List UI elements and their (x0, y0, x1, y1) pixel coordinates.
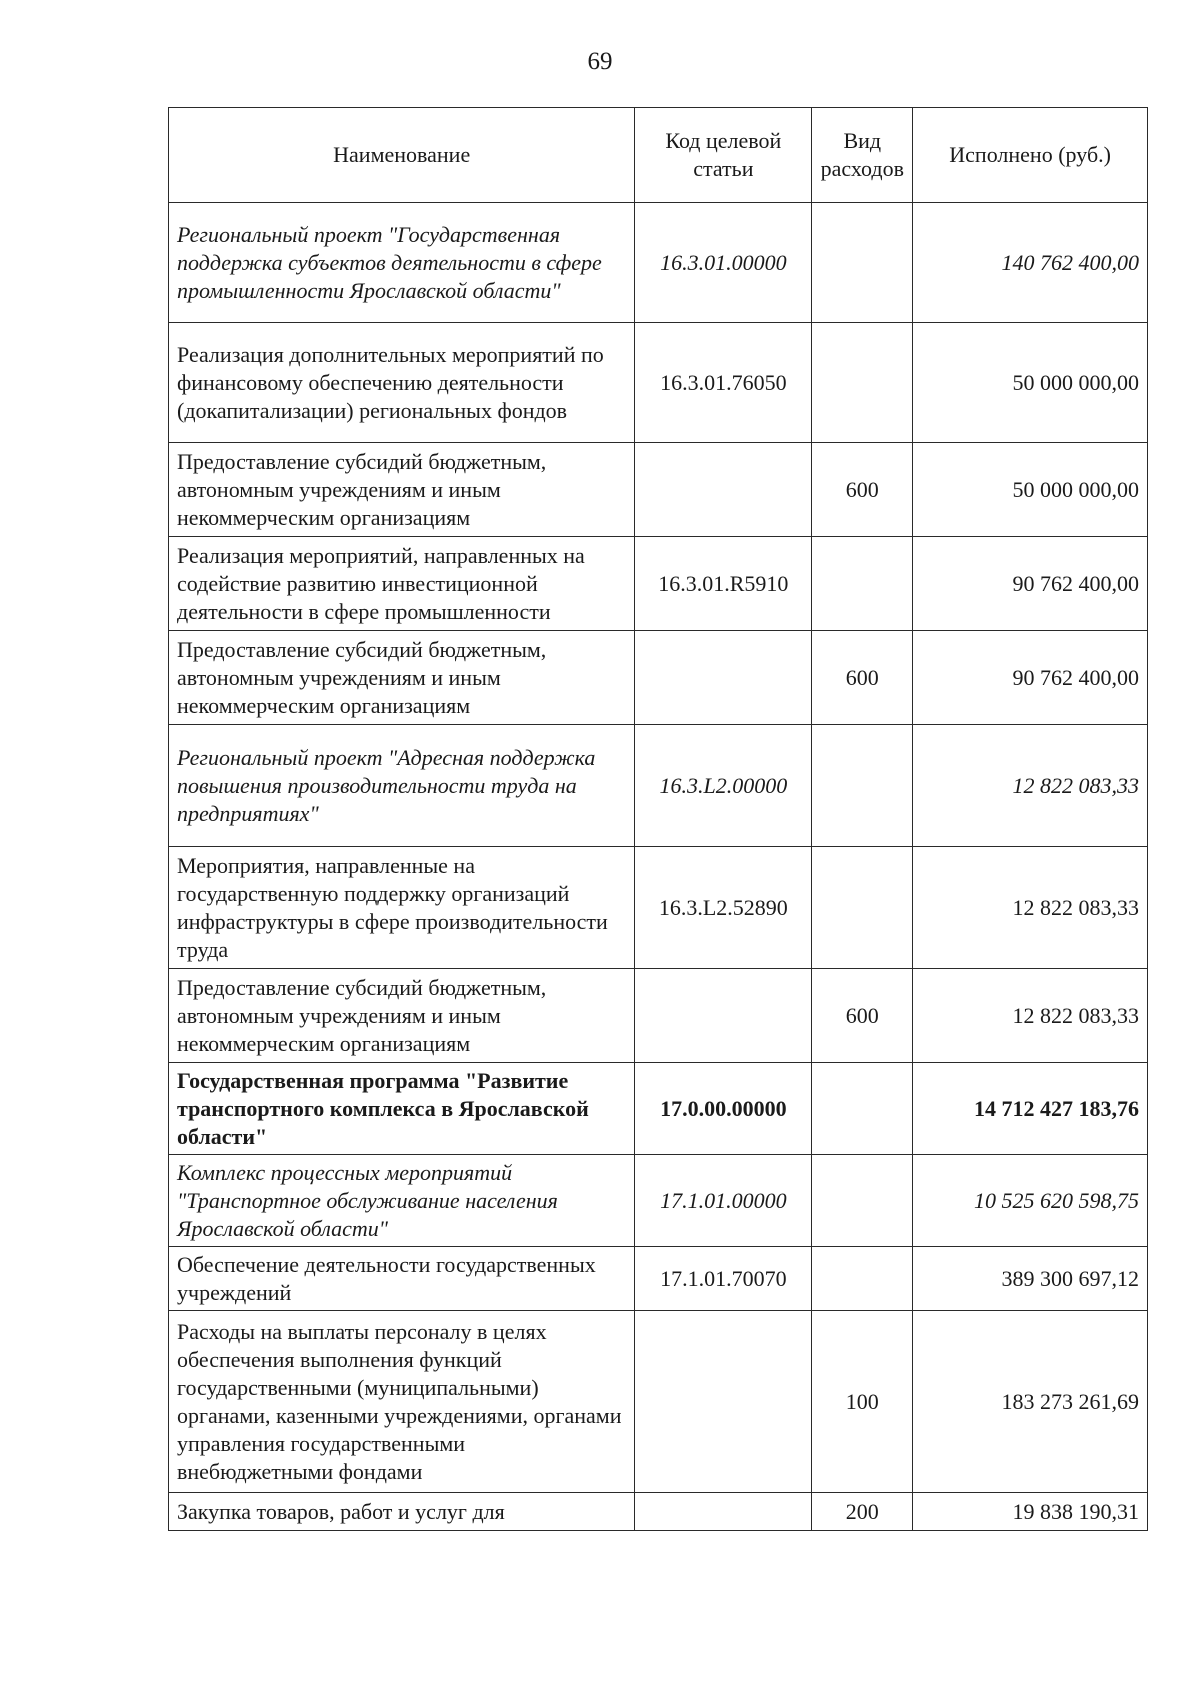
row-sum-cell: 12 822 083,33 (913, 847, 1148, 969)
row-kind-cell (812, 1063, 913, 1155)
row-name-cell: Предоставление субсидий бюджетным, автономным учреждениям и иным некоммерческим организациям (169, 969, 635, 1063)
row-name-cell: Обеспечение деятельности государственных учреждений (169, 1247, 635, 1311)
row-name-cell: Реализация дополнительных мероприятий по финансовому обеспечению деятельности (докапитализации) региональных фондов (169, 323, 635, 443)
row-kind-cell: 600 (812, 969, 913, 1063)
row-kind-cell: 200 (812, 1493, 913, 1531)
row-kind-cell (812, 323, 913, 443)
row-sum-cell: 389 300 697,12 (913, 1247, 1148, 1311)
table-row (169, 1063, 1148, 1155)
header-name: Наименование (169, 108, 635, 203)
header-kind: Вид расходов (812, 108, 913, 203)
row-name-cell: Региональный проект "Адресная поддержка повышения производительности труда на предприятиях" (169, 725, 635, 847)
row-sum-cell: 12 822 083,33 (913, 725, 1148, 847)
row-code-cell: 17.0.00.00000 (635, 1063, 812, 1155)
row-sum-cell: 50 000 000,00 (913, 443, 1148, 537)
row-code-cell (635, 631, 812, 725)
row-code-cell: 16.3.01.00000 (635, 203, 812, 323)
row-sum-cell: 90 762 400,00 (913, 631, 1148, 725)
row-code-cell (635, 443, 812, 537)
row-sum-cell: 90 762 400,00 (913, 537, 1148, 631)
row-kind-cell: 100 (812, 1311, 913, 1493)
row-name-cell: Реализация мероприятий, направленных на содействие развитию инвестиционной деятельности в сфере промышленности (169, 537, 635, 631)
table-row (169, 443, 1148, 537)
row-name-cell: Закупка товаров, работ и услуг для (169, 1493, 635, 1531)
header-code: Код целевой статьи (635, 108, 812, 203)
row-code-cell: 16.3.01.R5910 (635, 537, 812, 631)
row-kind-cell: 600 (812, 443, 913, 537)
row-sum-cell: 183 273 261,69 (913, 1311, 1148, 1493)
row-sum-cell: 10 525 620 598,75 (913, 1155, 1148, 1247)
row-kind-cell (812, 537, 913, 631)
row-code-cell: 17.1.01.00000 (635, 1155, 812, 1247)
row-name-cell: Расходы на выплаты персоналу в целях обеспечения выполнения функций государственными (муниципальными) органами, казенными учреждениями, органами управления государственными внебюджетными фондами (169, 1311, 635, 1493)
row-sum-cell: 12 822 083,33 (913, 969, 1148, 1063)
row-name-cell: Мероприятия, направленные на государственную поддержку организаций инфраструктуры в сфере производительности труда (169, 847, 635, 969)
table-row (169, 1311, 1148, 1493)
row-name-cell: Предоставление субсидий бюджетным, автономным учреждениям и иным некоммерческим организациям (169, 443, 635, 537)
row-name-cell: Региональный проект "Государственная поддержка субъектов деятельности в сфере промышленности Ярославской области" (169, 203, 635, 323)
table-row (169, 323, 1148, 443)
page-number: 69 (587, 48, 613, 75)
table-body (169, 203, 1148, 1531)
row-code-cell (635, 1493, 812, 1531)
row-kind-cell (812, 1247, 913, 1311)
row-sum-cell: 50 000 000,00 (913, 323, 1148, 443)
row-name-cell: Комплекс процессных мероприятий "Транспортное обслуживание населения Ярославской области" (169, 1155, 635, 1247)
row-sum-cell: 19 838 190,31 (913, 1493, 1148, 1531)
table-header-row (169, 108, 1148, 203)
budget-table (168, 107, 1148, 1531)
row-sum-cell: 14 712 427 183,76 (913, 1063, 1148, 1155)
table-row (169, 1247, 1148, 1311)
row-code-cell: 16.3.L2.00000 (635, 725, 812, 847)
row-kind-cell (812, 203, 913, 323)
table-row (169, 1155, 1148, 1247)
table-row (169, 631, 1148, 725)
row-kind-cell: 600 (812, 631, 913, 725)
table-row (169, 847, 1148, 969)
table-row (169, 537, 1148, 631)
row-code-cell: 17.1.01.70070 (635, 1247, 812, 1311)
table-row (169, 203, 1148, 323)
row-kind-cell (812, 725, 913, 847)
row-name-cell: Государственная программа "Развитие транспортного комплекса в Ярославской области" (169, 1063, 635, 1155)
row-code-cell (635, 1311, 812, 1493)
table-row (169, 725, 1148, 847)
row-code-cell (635, 969, 812, 1063)
row-kind-cell (812, 1155, 913, 1247)
row-name-cell: Предоставление субсидий бюджетным, автономным учреждениям и иным некоммерческим организациям (169, 631, 635, 725)
row-code-cell: 16.3.01.76050 (635, 323, 812, 443)
row-code-cell: 16.3.L2.52890 (635, 847, 812, 969)
row-kind-cell (812, 847, 913, 969)
row-sum-cell: 140 762 400,00 (913, 203, 1148, 323)
table-row (169, 969, 1148, 1063)
header-sum: Исполнено (руб.) (913, 108, 1148, 203)
table-row (169, 1493, 1148, 1531)
